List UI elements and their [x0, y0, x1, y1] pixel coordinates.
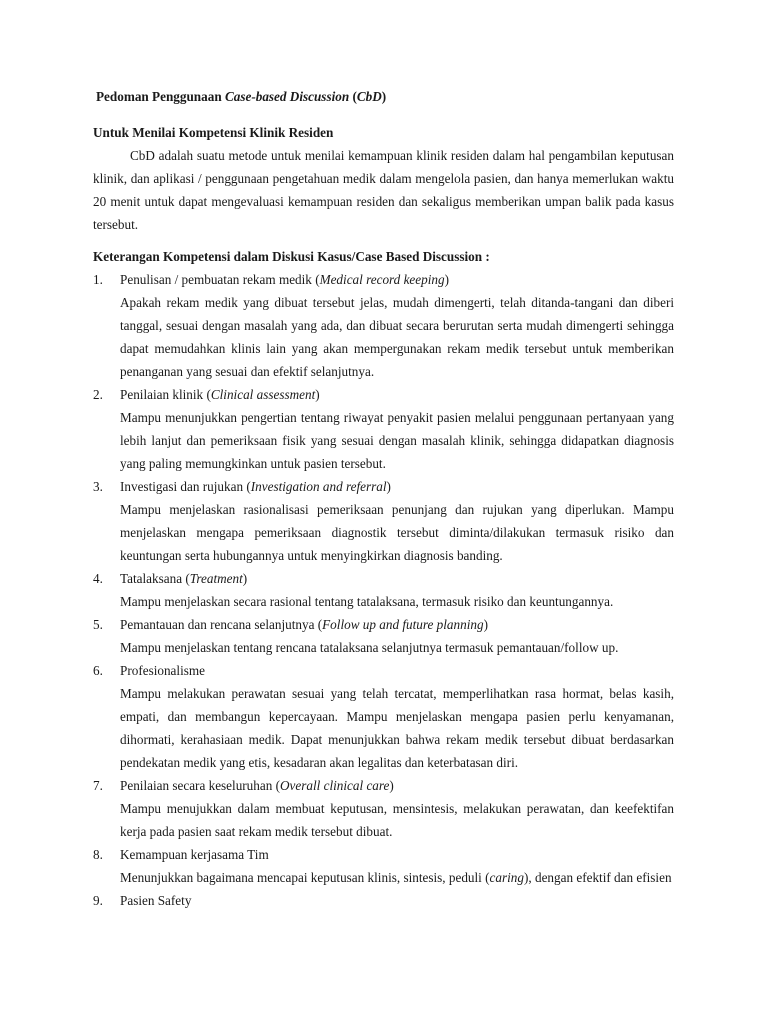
list-item	[93, 774, 674, 843]
list-item	[93, 843, 674, 889]
document-title: Pedoman Penggunaan Case-based Discussion (CbD)	[96, 89, 387, 104]
intro-paragraph: CbD adalah suatu metode untuk menilai kemampuan klinik residen dalam hal pengambilan keputusan klinik, dan aplikasi / penggunaan pengetahuan medik dalam mengelola pasien, dan hanya memerlukan waktu 20 menit untuk dapat mengevaluasi kemampuan residen dan sekaligus memberikan umpan balik pada kasus tersebut.	[93, 148, 674, 232]
item-title: Investigasi dan rujukan (Investigation and referral)	[120, 479, 391, 494]
item-description: Mampu menjelaskan rasionalisasi pemeriksaan penunjang dan rujukan yang diperlukan. Mampu menjelaskan mengapa pemeriksaan diagnostik tersebut diminta/dilakukan termasuk risiko dan keuntungan serta hubungannya untuk menyingkirkan diagnosis banding.	[120, 502, 674, 563]
list-item	[93, 268, 674, 383]
item-title: Kemampuan kerjasama Tim	[120, 847, 269, 862]
list-item	[93, 475, 674, 567]
item-number: 1.	[93, 272, 103, 287]
item-title: Penilaian klinik (Clinical assessment)	[120, 387, 320, 402]
item-title: Tatalaksana (Treatment)	[120, 571, 248, 586]
item-number: 5.	[93, 617, 103, 632]
section-heading-kompetensi: Untuk Menilai Kompetensi Klinik Residen	[93, 125, 334, 140]
item-description: Mampu menunjukkan pengertian tentang riwayat penyakit pasien melalui penggunaan pertanyaan yang lebih lanjut dan pemeriksaan fisik yang sesuai dengan masalah klinik, sehingga didapatkan diagnosis yang paling memungkinkan untuk pasien tersebut.	[120, 410, 674, 471]
item-title: Pasien Safety	[120, 893, 192, 908]
item-title: Pemantauan dan rencana selanjutnya (Follow up and future planning)	[120, 617, 488, 632]
list-item	[93, 889, 674, 912]
item-number: 9.	[93, 893, 103, 908]
item-title: Penulisan / pembuatan rekam medik (Medical record keeping)	[120, 272, 449, 287]
item-description: Menunjukkan bagaimana mencapai keputusan klinis, sintesis, peduli (caring), dengan efektif dan efisien	[120, 870, 672, 885]
item-number: 2.	[93, 387, 103, 402]
item-number: 4.	[93, 571, 103, 586]
list-item	[93, 659, 674, 774]
item-description: Mampu menjelaskan tentang rencana tatalaksana selanjutnya termasuk pemantauan/follow up.	[120, 640, 619, 655]
list-item	[93, 383, 674, 475]
item-title: Profesionalisme	[120, 663, 205, 678]
item-description: Apakah rekam medik yang dibuat tersebut jelas, mudah dimengerti, telah ditanda-tangani dan diberi tanggal, sesuai dengan masalah yang ada, dan dibuat secara berurutan serta mudah dimengerti sehingga dapat memudahkan klinis lain yang akan mempergunakan rekam medik tersebut untuk memberikan penanganan yang sesuai dan efektif selanjutnya.	[120, 295, 674, 379]
item-number: 6.	[93, 663, 103, 678]
item-number: 8.	[93, 847, 103, 862]
competency-list	[93, 268, 674, 912]
item-number: 3.	[93, 479, 103, 494]
item-number: 7.	[93, 778, 103, 793]
section-heading-keterangan: Keterangan Kompetensi dalam Diskusi Kasus/Case Based Discussion :	[93, 249, 490, 264]
item-description: Mampu menujukkan dalam membuat keputusan, mensintesis, melakukan perawatan, dan keefektifan kerja pada pasien saat rekam medik tersebut dibuat.	[120, 801, 674, 839]
item-title: Penilaian secara keseluruhan (Overall clinical care)	[120, 778, 394, 793]
list-item	[93, 613, 674, 659]
item-description: Mampu menjelaskan secara rasional tentang tatalaksana, termasuk risiko dan keuntungannya.	[120, 594, 614, 609]
item-description: Mampu melakukan perawatan sesuai yang telah tercatat, memperlihatkan rasa hormat, belas kasih, empati, dan membangun kepercayaan. Mampu menjelaskan mengapa pasien perlu kenyamanan, dihormati, kerahasiaan medik. Dapat menunjukkan bahwa rekam medik tersebut dibuat berdasarkan pendekatan medik yang etis, kesadaran akan legalitas dan keterbatasan diri.	[120, 686, 674, 770]
list-item	[93, 567, 674, 613]
